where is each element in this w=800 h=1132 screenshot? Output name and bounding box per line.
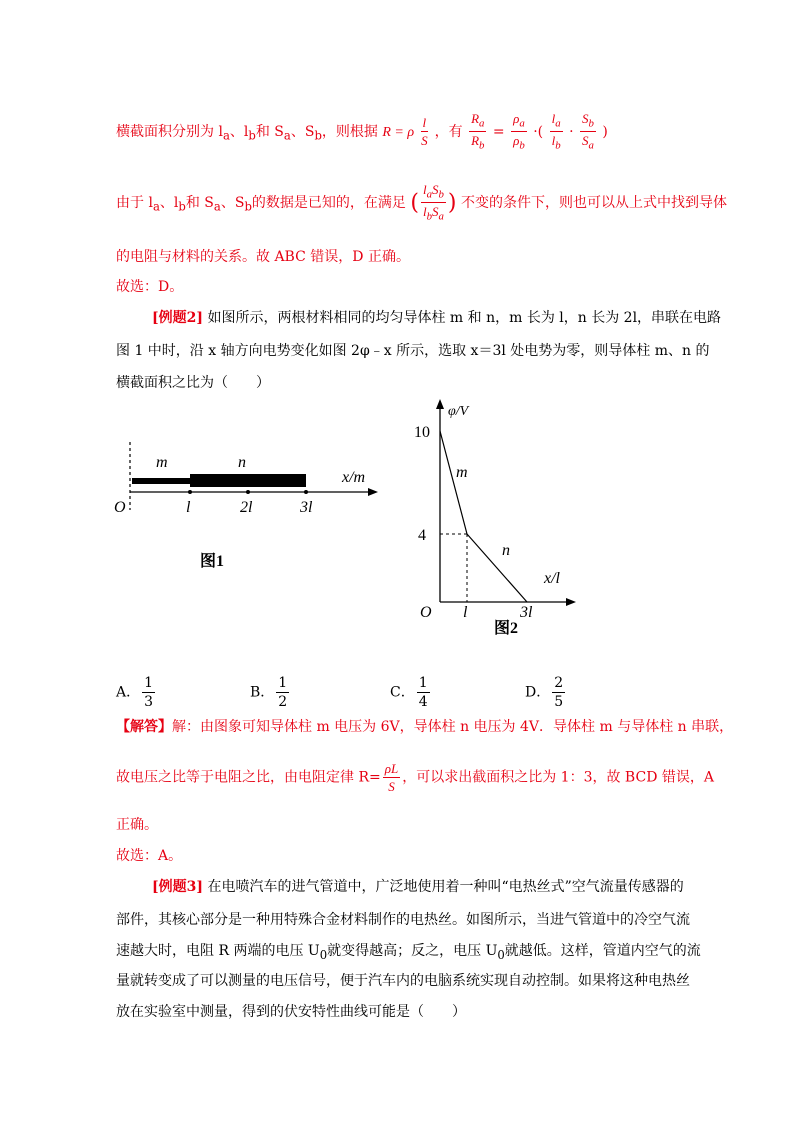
fig1-axis-label: x/m bbox=[342, 469, 366, 486]
answer-line-2: 故电压之比等于电阻之比，由电阻定律 R= $\frac{\rho L}{S}$ ，可以求出截面积之比为 1：3，故 BCD 错误，A bbox=[116, 761, 714, 794]
option-c[interactable]: C． $\frac{1}{4}$ bbox=[390, 675, 428, 710]
fig1-tick-label-3l: 3l bbox=[300, 499, 313, 516]
fig2-caption: 图2 bbox=[494, 620, 519, 637]
fig2-tick-3l: 3l bbox=[520, 604, 533, 621]
example2-line-1: [例题2] 如图所示，两根材料相同的均匀导体柱 m 和 n，m 长为 l，n 长为 2l，串联在电路 bbox=[152, 310, 722, 326]
ra-rb-fraction: $\frac{R_a}{R_b}$ bbox=[471, 111, 485, 153]
fig1-caption: 图1 bbox=[200, 553, 225, 570]
solution-line-2: 由于 $l_a$、$l_b$和 $S_a$、$S_b$的数据是已知的，在满足 ( $\frac{l_aS_b}{l_bS_a}$ ) 不变的条件下，则也可以从上式中找到导体 bbox=[116, 182, 727, 224]
answer-line-3: 正确。 bbox=[116, 817, 158, 833]
example2-tag: [例题2] bbox=[152, 310, 203, 326]
option-d[interactable]: D． $\frac{2}{5}$ bbox=[525, 675, 564, 710]
resistance-formula: R = ρ bbox=[382, 124, 415, 140]
length-fraction: $\frac{l_a}{l_b}$ bbox=[551, 111, 561, 153]
example2-line-3: 横截面积之比为（ ） bbox=[116, 375, 270, 391]
fig2-x-arrow bbox=[566, 598, 576, 606]
figure-1-diagram bbox=[110, 440, 390, 580]
fig2-tick-4: 4 bbox=[418, 527, 426, 544]
conductor-m bbox=[132, 478, 190, 484]
fig2-label-n: n bbox=[502, 542, 510, 559]
fig1-tick-label-2l: 2l bbox=[240, 499, 253, 516]
fig2-y-label: φ/V bbox=[448, 404, 469, 419]
answer-line-1: 【解答】解：由图象可知导体柱 m 电压为 6V，导体柱 n 电压为 4V．导体柱 m 与导体柱 n 串联， bbox=[116, 719, 734, 735]
fig1-label-n: n bbox=[238, 454, 246, 471]
l-over-s-fraction: $\frac{l}{S}$ bbox=[421, 115, 428, 149]
example3-line-3: 速越大时，电阻 R 两端的电压 $U_0$就变得越高；反之，电压 $U_0$就越低。这样，管道内空气的流 bbox=[116, 943, 701, 962]
fig1-label-m: m bbox=[156, 454, 168, 471]
tick-3l bbox=[304, 490, 308, 494]
resistivity-fraction: $\frac{\rho L}{S}$ bbox=[384, 761, 399, 794]
option-a[interactable]: A． $\frac{1}{3}$ bbox=[116, 675, 154, 710]
fig2-label-m: m bbox=[456, 464, 468, 481]
fig2-x-label: x/l bbox=[544, 570, 560, 587]
conductor-n bbox=[190, 474, 306, 487]
example2-line-2: 图 1 中时，沿 x 轴方向电势变化如图 2φ﹣x 所示，选取 x＝3l 处电势为零，则导体柱 m、n 的 bbox=[116, 343, 710, 359]
fig1-origin: O bbox=[114, 499, 126, 516]
example3-line-2: 部件，其核心部分是一种用特殊合金材料制作的电热丝。如图所示，当进气管道中的冷空气流 bbox=[116, 912, 690, 928]
option-b[interactable]: B． $\frac{1}{2}$ bbox=[250, 675, 288, 710]
choose-a: 故选：A。 bbox=[116, 848, 183, 864]
choose-d: 故选：D。 bbox=[116, 279, 184, 295]
fig2-y-arrow bbox=[436, 399, 444, 409]
fig2-tick-l: l bbox=[463, 604, 468, 621]
tick-2l bbox=[246, 490, 250, 494]
condition-fraction: $\frac{l_aS_b}{l_bS_a}$ bbox=[422, 182, 444, 224]
fig1-arrow bbox=[368, 488, 378, 496]
area-fraction: $\frac{S_b}{S_a}$ bbox=[581, 111, 594, 153]
fig2-origin: O bbox=[420, 604, 432, 621]
solution-line-3: 的电阻与材料的关系。故 ABC 错误，D 正确。 bbox=[116, 249, 410, 265]
example3-tag: [例题3] bbox=[152, 879, 203, 895]
example3-line-5: 放在实验室中测量，得到的伏安特性曲线可能是（ ） bbox=[116, 1004, 466, 1020]
figure-2-graph bbox=[410, 395, 590, 640]
fig1-tick-label-l: l bbox=[186, 499, 191, 516]
example3-line-4: 量就转变成了可以测量的电压信号，便于汽车内的电脑系统实现自动控制。如果将这种电热丝 bbox=[116, 973, 690, 989]
example3-line-1: [例题3] 在电喷汽车的进气管道中，广泛地使用着一种叫“电热丝式”空气流量传感器的 bbox=[152, 879, 684, 895]
potential-curve bbox=[440, 431, 527, 602]
solution-line-1: 横截面积分别为 $l_a$、$l_b$和 $S_a$、$S_b$，则根据 R = ρ $\frac{l}{S}$ ，有 $\frac{R_a}{R_b}$ = $\frac{\rho_a}{\rho_b}$ ·( $\frac{l_a}{l_b}$ · $\frac{S_b}{S_a}$ ) bbox=[116, 111, 608, 153]
fig2-tick-10: 10 bbox=[414, 424, 430, 441]
tick-l bbox=[188, 490, 192, 494]
answer-tag: 【解答】 bbox=[116, 719, 172, 735]
rho-fraction: $\frac{\rho_a}{\rho_b}$ bbox=[513, 111, 525, 153]
